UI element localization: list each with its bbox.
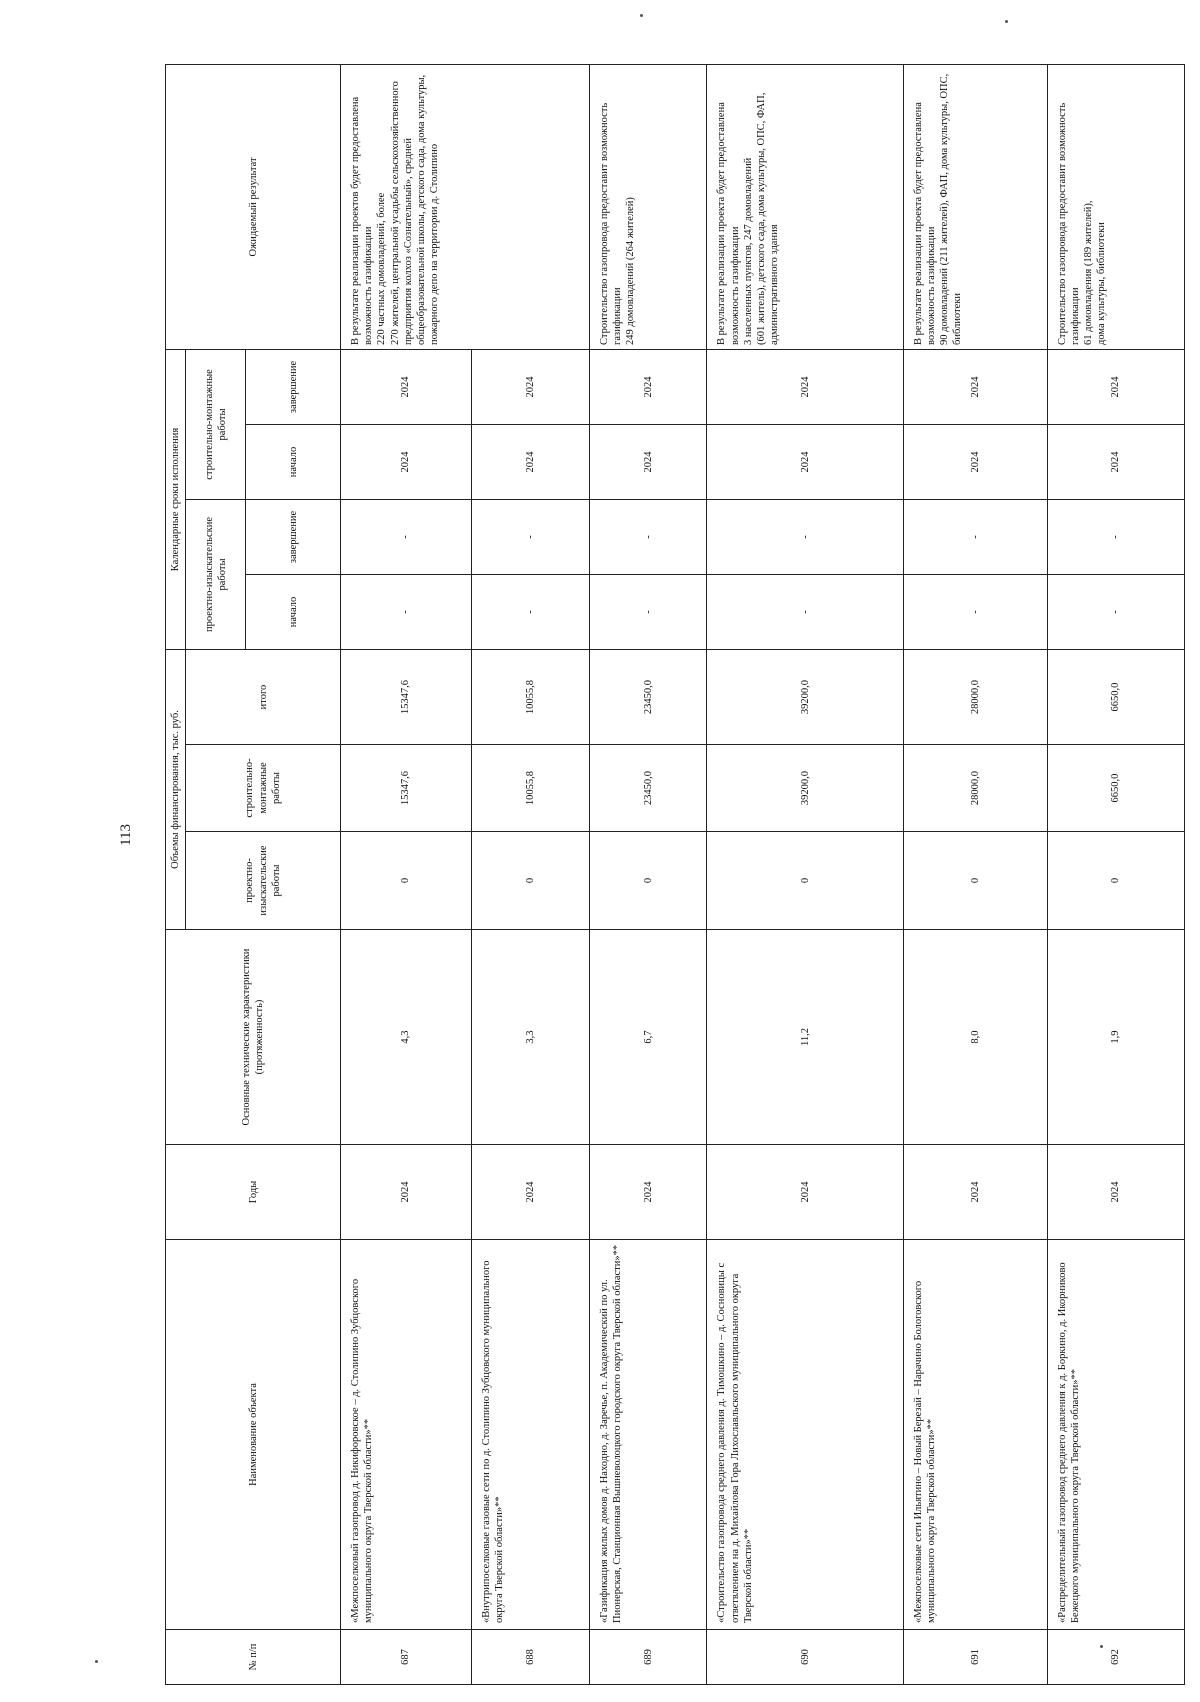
- row-fin-total: 39200,0: [707, 649, 903, 744]
- row-fin-construct: 28000,0: [903, 745, 1047, 832]
- row-year: 2024: [471, 1145, 589, 1240]
- object-name: «Внутрипоселковые газовые сети по д. Столипино Зубцовского муниципального округа Тверской области»**: [471, 1240, 589, 1630]
- header-tech: Основные технические характеристики (протяженность): [166, 930, 341, 1145]
- object-name: «Строительство газопровода среднего давления д. Тимошкино – д. Сосновицы с ответвлением на д. Михайлова Гора Лихославльского муниципального округа Тверской области»**: [707, 1240, 903, 1630]
- row-year: 2024: [589, 1145, 707, 1240]
- row-tech: 4,3: [341, 930, 472, 1145]
- header-years: Годы: [166, 1145, 341, 1240]
- table-row: [707, 64, 903, 1684]
- row-result: В результате реализации проекта будет предоставлена возможность газификации 3 населенных пунктов, 247 домовладений (601 житель), детского сада, дома культуры, ОПС, ФАП, административного здания: [707, 64, 903, 349]
- row-num: 689: [589, 1630, 707, 1685]
- header-fin-construct: строительно-монтажные работы: [186, 745, 341, 832]
- row-construct-end: 2024: [903, 349, 1047, 424]
- scan-speck: [95, 1660, 98, 1663]
- page-number: 113: [118, 824, 134, 846]
- row-design-start: -: [707, 574, 903, 649]
- object-name: «Межпоселковые сети Ильятино – Новый Березай – Нарачино Бологовского муниципального округа Тверской области»**: [903, 1240, 1047, 1630]
- header-design-start: начало: [246, 574, 341, 649]
- row-construct-start: 2024: [1047, 424, 1184, 499]
- row-fin-total: 23450,0: [589, 649, 707, 744]
- row-design-end: -: [471, 499, 589, 574]
- row-fin-design: 0: [903, 832, 1047, 930]
- row-tech: 1,9: [1047, 930, 1184, 1145]
- row-design-start: -: [471, 574, 589, 649]
- header-design-end: завершение: [246, 499, 341, 574]
- table-row: [589, 64, 707, 1684]
- row-construct-start: 2024: [589, 424, 707, 499]
- row-construct-end: 2024: [471, 349, 589, 424]
- row-fin-construct: 39200,0: [707, 745, 903, 832]
- row-tech: 6,7: [589, 930, 707, 1145]
- row-fin-total: 10055,8: [471, 649, 589, 744]
- header-fin-total: итого: [186, 649, 341, 744]
- table-body: [341, 64, 1185, 1684]
- row-num: 690: [707, 1630, 903, 1685]
- row-fin-construct: 23450,0: [589, 745, 707, 832]
- object-name: «Межпоселковый газопровод д. Никифоровское – д. Столипино Зубцовского муниципального округа Тверской области»**: [341, 1240, 472, 1630]
- row-fin-construct: 6650,0: [1047, 745, 1184, 832]
- row-result: В результате реализации проектов будет предоставлена возможность газификации 220 частных домовладений, более 270 жителей, центральной усадьбы сельскохозяйственного предприятия колхоз «Сознательный», средней общеобразовательной школы, детского сада, дома культуры, пожарного депо на территории д. Столипино: [341, 64, 590, 349]
- row-construct-end: 2024: [1047, 349, 1184, 424]
- object-name: «Газификация жилых домов д. Находно, д. Заречье, п. Академический по ул. Пионерская, Станционная Вышневолоцкого городского округа Тверской области»**: [589, 1240, 707, 1630]
- row-fin-design: 0: [341, 832, 472, 930]
- row-construct-start: 2024: [707, 424, 903, 499]
- rotated-table-container: [165, 65, 1185, 1685]
- row-fin-design: 0: [707, 832, 903, 930]
- table-row: [1047, 64, 1184, 1684]
- row-design-end: -: [1047, 499, 1184, 574]
- row-num: 687: [341, 1630, 472, 1685]
- row-construct-start: 2024: [471, 424, 589, 499]
- header-schedule-group: Календарные сроки исполнения: [166, 349, 186, 649]
- row-fin-construct: 10055,8: [471, 745, 589, 832]
- scan-speck: [1005, 20, 1008, 23]
- row-construct-end: 2024: [707, 349, 903, 424]
- row-num: 691: [903, 1630, 1047, 1685]
- row-result: Строительство газопровода предоставит возможность газификации 61 домовладения (189 жителей), дома культуры, библиотеки: [1047, 64, 1184, 349]
- table-header: [166, 64, 341, 1684]
- row-num: 688: [471, 1630, 589, 1685]
- object-name: «Распределительный газопровод среднего давления к д. Боркино, д. Икорниково Бежецкого муниципального округа Тверской области»**: [1047, 1240, 1184, 1630]
- row-year: 2024: [341, 1145, 472, 1240]
- row-construct-end: 2024: [589, 349, 707, 424]
- row-result: В результате реализации проекта будет предоставлена возможность газификации 90 домовладений (211 жителей), ФАП, дома культуры, ОПС, библиотеки: [903, 64, 1047, 349]
- row-fin-total: 28000,0: [903, 649, 1047, 744]
- table-row: [903, 64, 1047, 1684]
- row-construct-start: 2024: [903, 424, 1047, 499]
- header-construct-end: завершение: [246, 349, 341, 424]
- header-construct-start: начало: [246, 424, 341, 499]
- gasification-table: [165, 64, 1185, 1685]
- row-fin-construct: 15347,6: [341, 745, 472, 832]
- row-tech: 11,2: [707, 930, 903, 1145]
- header-name: Наименование объекта: [166, 1240, 341, 1630]
- header-sched-design: проектно-изыскательские работы: [186, 499, 246, 649]
- row-fin-total: 15347,6: [341, 649, 472, 744]
- row-design-start: -: [341, 574, 472, 649]
- scan-speck: [1100, 1645, 1103, 1648]
- row-fin-total: 6650,0: [1047, 649, 1184, 744]
- row-design-start: -: [903, 574, 1047, 649]
- row-construct-end: 2024: [341, 349, 472, 424]
- row-fin-design: 0: [471, 832, 589, 930]
- row-tech: 8,0: [903, 930, 1047, 1145]
- row-fin-design: 0: [1047, 832, 1184, 930]
- row-year: 2024: [903, 1145, 1047, 1240]
- row-design-start: -: [589, 574, 707, 649]
- row-year: 2024: [707, 1145, 903, 1240]
- header-fin-design: проектно-изыскательские работы: [186, 832, 341, 930]
- row-fin-design: 0: [589, 832, 707, 930]
- row-design-end: -: [341, 499, 472, 574]
- row-design-end: -: [589, 499, 707, 574]
- row-design-start: -: [1047, 574, 1184, 649]
- header-result: Ожидаемый результат: [166, 64, 341, 349]
- row-construct-start: 2024: [341, 424, 472, 499]
- row-design-end: -: [903, 499, 1047, 574]
- row-tech: 3,3: [471, 930, 589, 1145]
- header-num: № п/п: [166, 1630, 341, 1685]
- header-finance-group: Объемы финансирования, тыс. руб.: [166, 649, 186, 929]
- scan-speck: [640, 14, 643, 17]
- header-sched-construct: строительно-монтажные работы: [186, 349, 246, 499]
- row-year: 2024: [1047, 1145, 1184, 1240]
- row-num: 692: [1047, 1630, 1184, 1685]
- table-row: [341, 64, 472, 1684]
- row-result: Строительство газопровода предоставит возможность газификации 249 домовладений (264 жителей): [589, 64, 707, 349]
- row-design-end: -: [707, 499, 903, 574]
